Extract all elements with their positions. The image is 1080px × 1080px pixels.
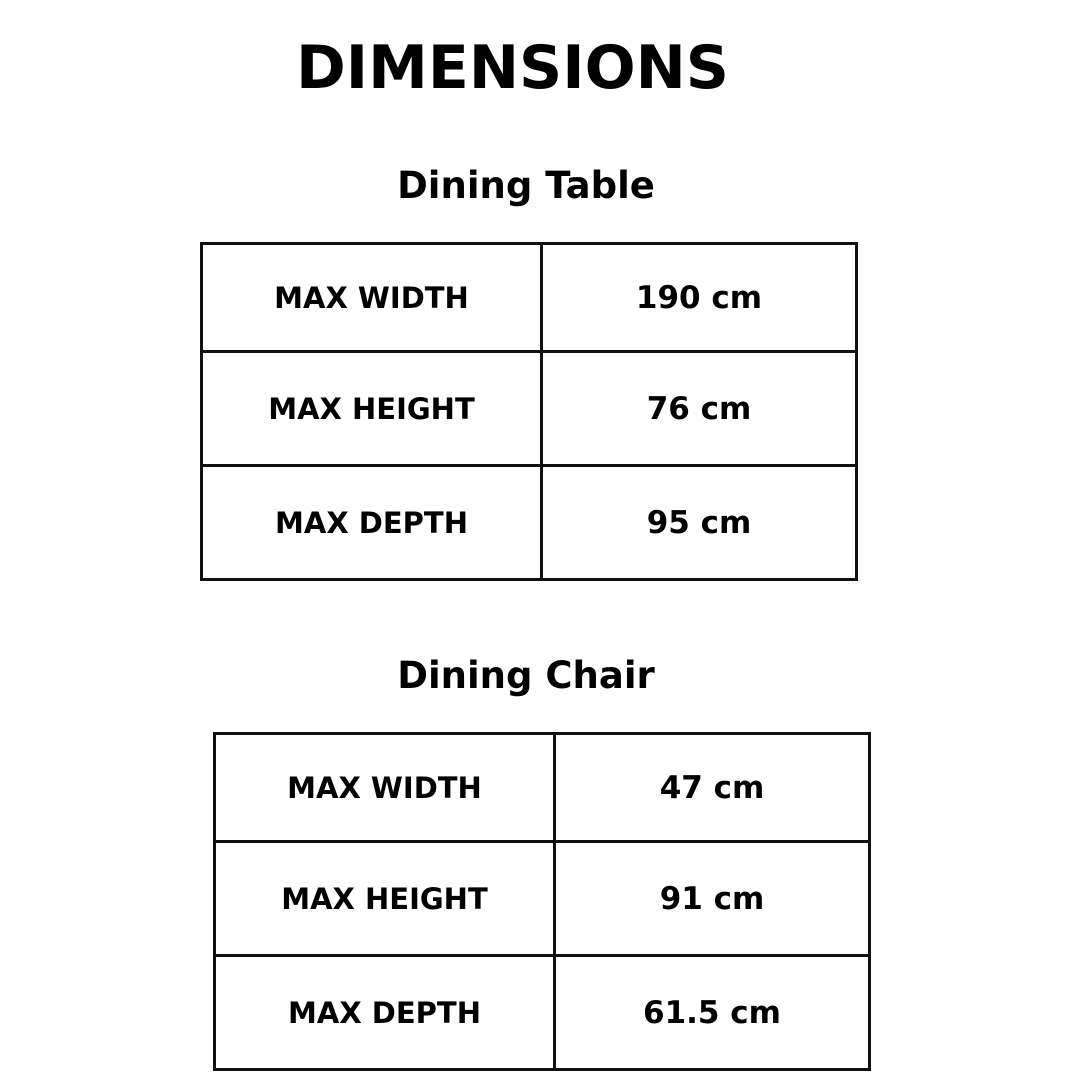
table-row — [202, 352, 857, 466]
dimension-value: 91 cm — [555, 842, 870, 956]
dimension-value: 76 cm — [542, 352, 857, 466]
table-row — [215, 956, 870, 1070]
dimension-label: MAX DEPTH — [202, 466, 542, 580]
table-row — [215, 842, 870, 956]
dimension-label: MAX DEPTH — [215, 956, 555, 1070]
dimension-label: MAX WIDTH — [215, 734, 555, 842]
table-row — [215, 734, 870, 842]
page-title: DIMENSIONS — [296, 33, 730, 103]
dimension-label: MAX WIDTH — [202, 244, 542, 352]
dimension-label: MAX HEIGHT — [202, 352, 542, 466]
dimension-value: 61.5 cm — [555, 956, 870, 1070]
dimension-label: MAX HEIGHT — [215, 842, 555, 956]
dining-table-dimensions-table — [200, 242, 858, 581]
dimension-value: 47 cm — [555, 734, 870, 842]
dining-chair-dimensions-table — [213, 732, 871, 1071]
dimension-value: 95 cm — [542, 466, 857, 580]
dining-chair-heading: Dining Chair — [397, 654, 655, 697]
dining-table-heading: Dining Table — [397, 164, 655, 207]
dimension-value: 190 cm — [542, 244, 857, 352]
table-row — [202, 244, 857, 352]
table-row — [202, 466, 857, 580]
